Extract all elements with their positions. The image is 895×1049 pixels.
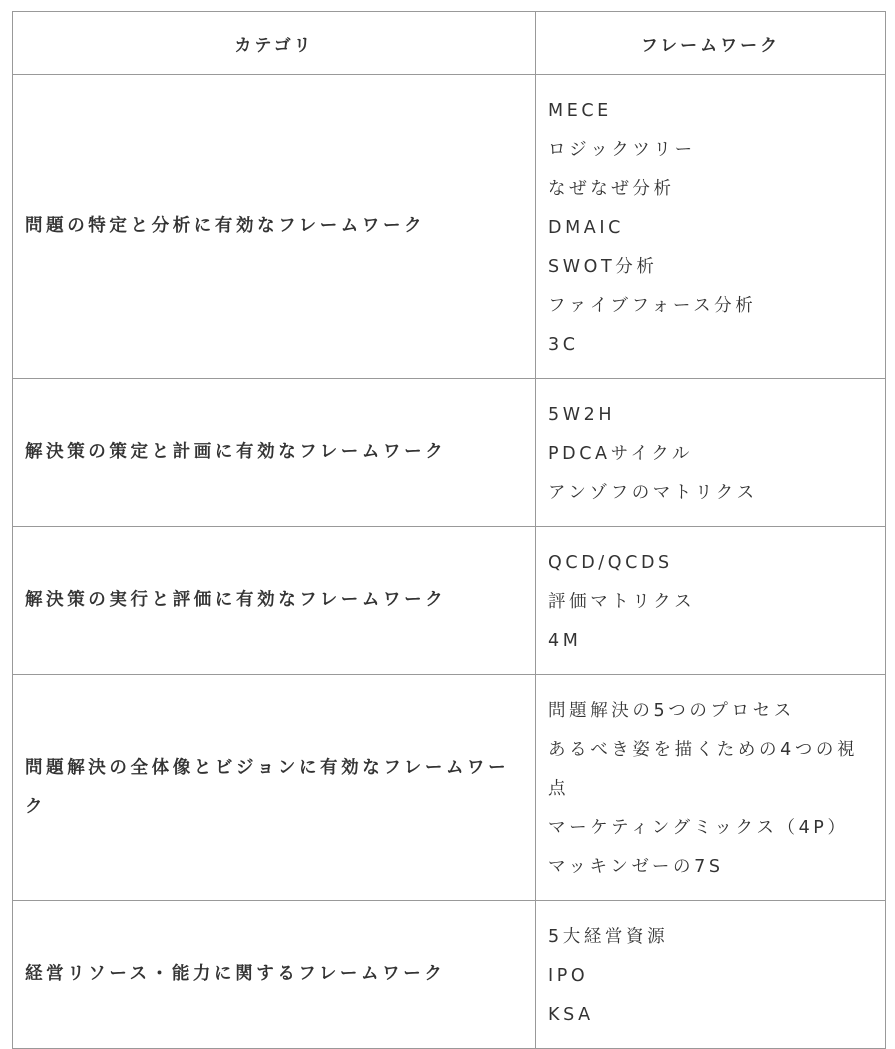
framework-cell <box>536 75 886 379</box>
framework-item: IPO <box>548 966 589 986</box>
table-row <box>13 379 886 527</box>
framework-item: DMAIC <box>548 218 624 238</box>
category-cell: 問題の特定と分析に有効なフレームワーク <box>13 75 536 379</box>
framework-item: SWOT分析 <box>548 257 658 277</box>
table-row <box>13 527 886 675</box>
header-framework: フレームワーク <box>536 12 886 75</box>
category-cell: 解決策の実行と評価に有効なフレームワーク <box>13 527 536 675</box>
table-header-row <box>13 12 886 75</box>
framework-item: PDCAサイクル <box>548 444 693 464</box>
framework-cell <box>536 675 886 901</box>
framework-item: ロジックツリー <box>548 140 696 160</box>
framework-item: マーケティングミックス（4P） <box>548 818 849 838</box>
framework-table <box>12 11 886 1049</box>
category-cell: 解決策の策定と計画に有効なフレームワーク <box>13 379 536 527</box>
category-cell: 経営リソース・能力に関するフレームワーク <box>13 901 536 1049</box>
framework-item: マッキンゼーの7S <box>548 857 724 877</box>
framework-item: QCD/QCDS <box>548 553 673 573</box>
framework-cell <box>536 379 886 527</box>
table-row <box>13 75 886 379</box>
framework-item: ファイブフォース分析 <box>548 296 757 316</box>
table-row <box>13 675 886 901</box>
framework-item: アンゾフのマトリクス <box>548 483 758 503</box>
framework-item: 評価マトリクス <box>548 592 696 612</box>
framework-item: 問題解決の5つのプロセス <box>548 701 795 721</box>
category-cell: 問題解決の全体像とビジョンに有効なフレームワーク <box>13 675 536 901</box>
framework-item: KSA <box>548 1005 594 1025</box>
table-row <box>13 901 886 1049</box>
header-category: カテゴリ <box>13 12 536 75</box>
framework-item: なぜなぜ分析 <box>548 179 675 199</box>
framework-item: 3C <box>548 335 579 355</box>
framework-cell <box>536 527 886 675</box>
framework-item: 4M <box>548 631 582 651</box>
framework-item: 5大経営資源 <box>548 927 669 947</box>
framework-item: 5W2H <box>548 405 616 425</box>
framework-cell <box>536 901 886 1049</box>
framework-item: あるべき姿を描くための4つの視点 <box>548 740 859 799</box>
framework-item: MECE <box>548 101 612 121</box>
